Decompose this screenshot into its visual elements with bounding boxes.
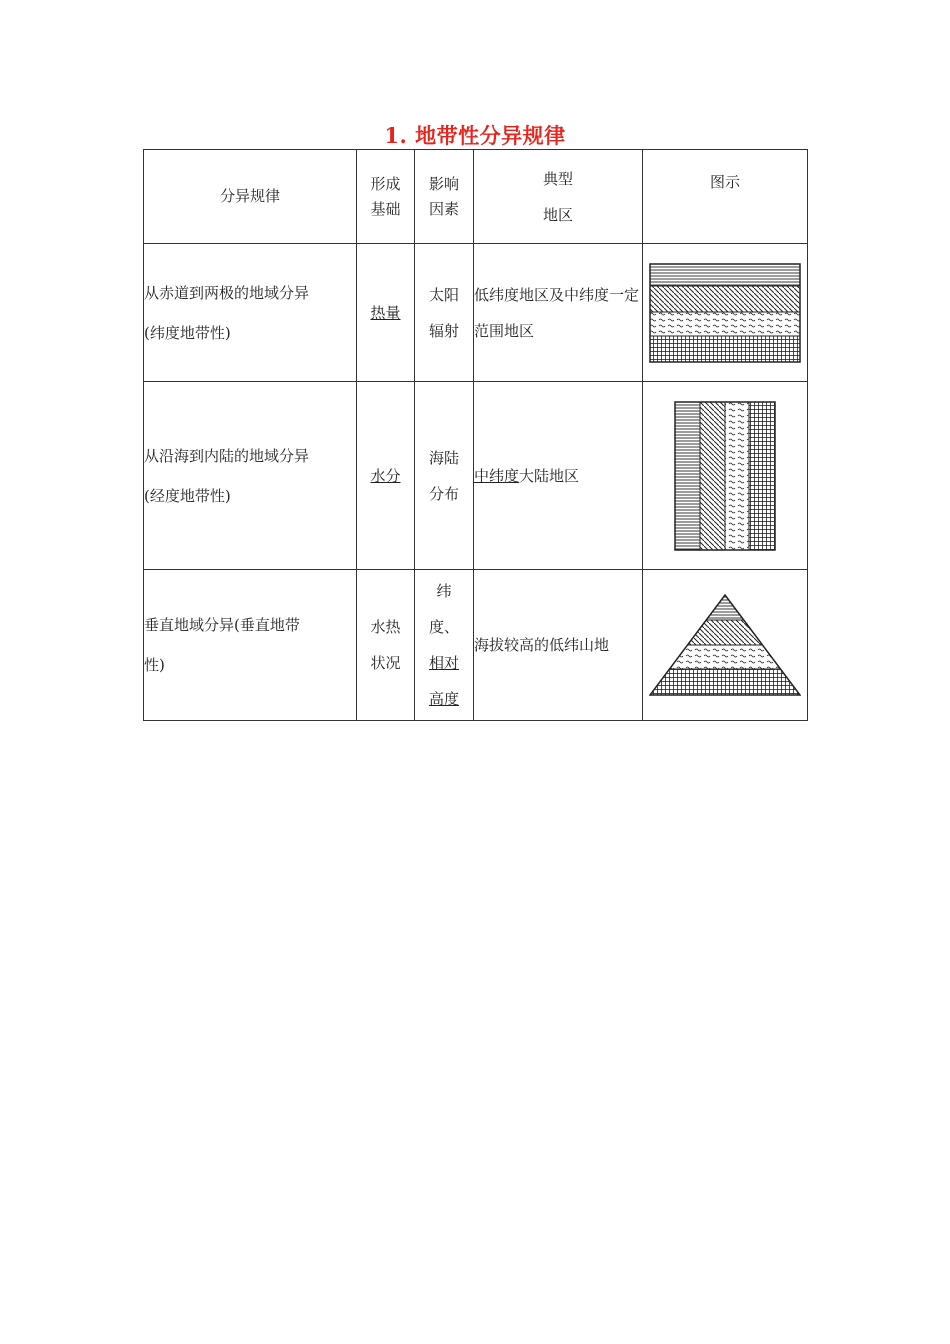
basis-cell <box>357 382 415 570</box>
region-text: 大陆地区 <box>519 466 580 485</box>
factor-cell <box>415 570 474 721</box>
header-region-line2: 地区 <box>542 205 573 224</box>
header-basis <box>357 150 415 244</box>
law-cell <box>144 244 357 382</box>
vertical-zonation-diagram <box>649 593 801 697</box>
basis-cell <box>357 244 415 382</box>
law-cell <box>144 570 357 721</box>
factor-text-line1: 太阳 <box>428 285 459 304</box>
header-basis-line1: 形成 <box>370 174 401 193</box>
header-row <box>144 150 808 244</box>
law-text-line2: 性) <box>144 656 165 674</box>
region-text: 海拔较高的低纬山地 <box>474 636 610 654</box>
header-region <box>474 150 643 244</box>
law-text-line2: (经度地带性) <box>144 486 231 505</box>
header-figure <box>643 150 808 244</box>
factor-cell <box>415 382 474 570</box>
factor-text-line3: 相对 <box>428 654 459 672</box>
law-text-line1: 从赤道到两极的地域分异 <box>144 283 310 302</box>
table-row <box>144 244 808 382</box>
table-row <box>144 382 808 570</box>
figure-cell <box>643 570 808 721</box>
figure-cell <box>643 382 808 570</box>
basis-cell <box>357 570 415 721</box>
region-text: 低纬度地区及中纬度一定范围地区 <box>474 285 640 340</box>
header-law <box>144 150 357 244</box>
header-factor <box>415 150 474 244</box>
factor-text-line2: 度、 <box>428 618 459 636</box>
basis-text: 水分 <box>370 466 401 485</box>
latitudinal-zonation-diagram <box>649 263 801 363</box>
basis-text-line1: 水热 <box>370 618 401 636</box>
figure-cell <box>643 244 808 382</box>
law-text-line2: (纬度地带性) <box>144 323 231 342</box>
law-cell <box>144 382 357 570</box>
factor-text-line2: 分布 <box>428 484 459 503</box>
header-figure-label: 图示 <box>709 173 740 191</box>
law-text-line1: 垂直地域分异(垂直地带 <box>144 616 300 634</box>
header-factor-line1: 影响 <box>428 174 459 193</box>
page-title: 1. 地带性分异规律 <box>384 123 566 148</box>
header-law-label: 分异规律 <box>219 187 280 205</box>
factor-text-line1: 纬 <box>436 582 452 600</box>
basis-text: 热量 <box>370 303 401 322</box>
factor-text-line4: 高度 <box>428 690 459 708</box>
zonation-table <box>143 149 808 721</box>
region-cell <box>474 244 643 382</box>
region-cell <box>474 570 643 721</box>
factor-text-line2: 辐射 <box>428 321 459 340</box>
header-factor-line2: 因素 <box>428 199 459 218</box>
basis-text-line2: 状况 <box>370 654 401 672</box>
header-region-line1: 典型 <box>542 169 573 188</box>
region-text-underlined: 中纬度 <box>474 466 520 485</box>
law-text-line1: 从沿海到内陆的地域分异 <box>144 446 310 465</box>
longitudinal-zonation-diagram <box>674 401 776 551</box>
region-cell <box>474 382 643 570</box>
factor-cell <box>415 244 474 382</box>
factor-text-line1: 海陆 <box>428 448 459 467</box>
table-row <box>144 570 808 721</box>
header-basis-line2: 基础 <box>370 199 401 218</box>
